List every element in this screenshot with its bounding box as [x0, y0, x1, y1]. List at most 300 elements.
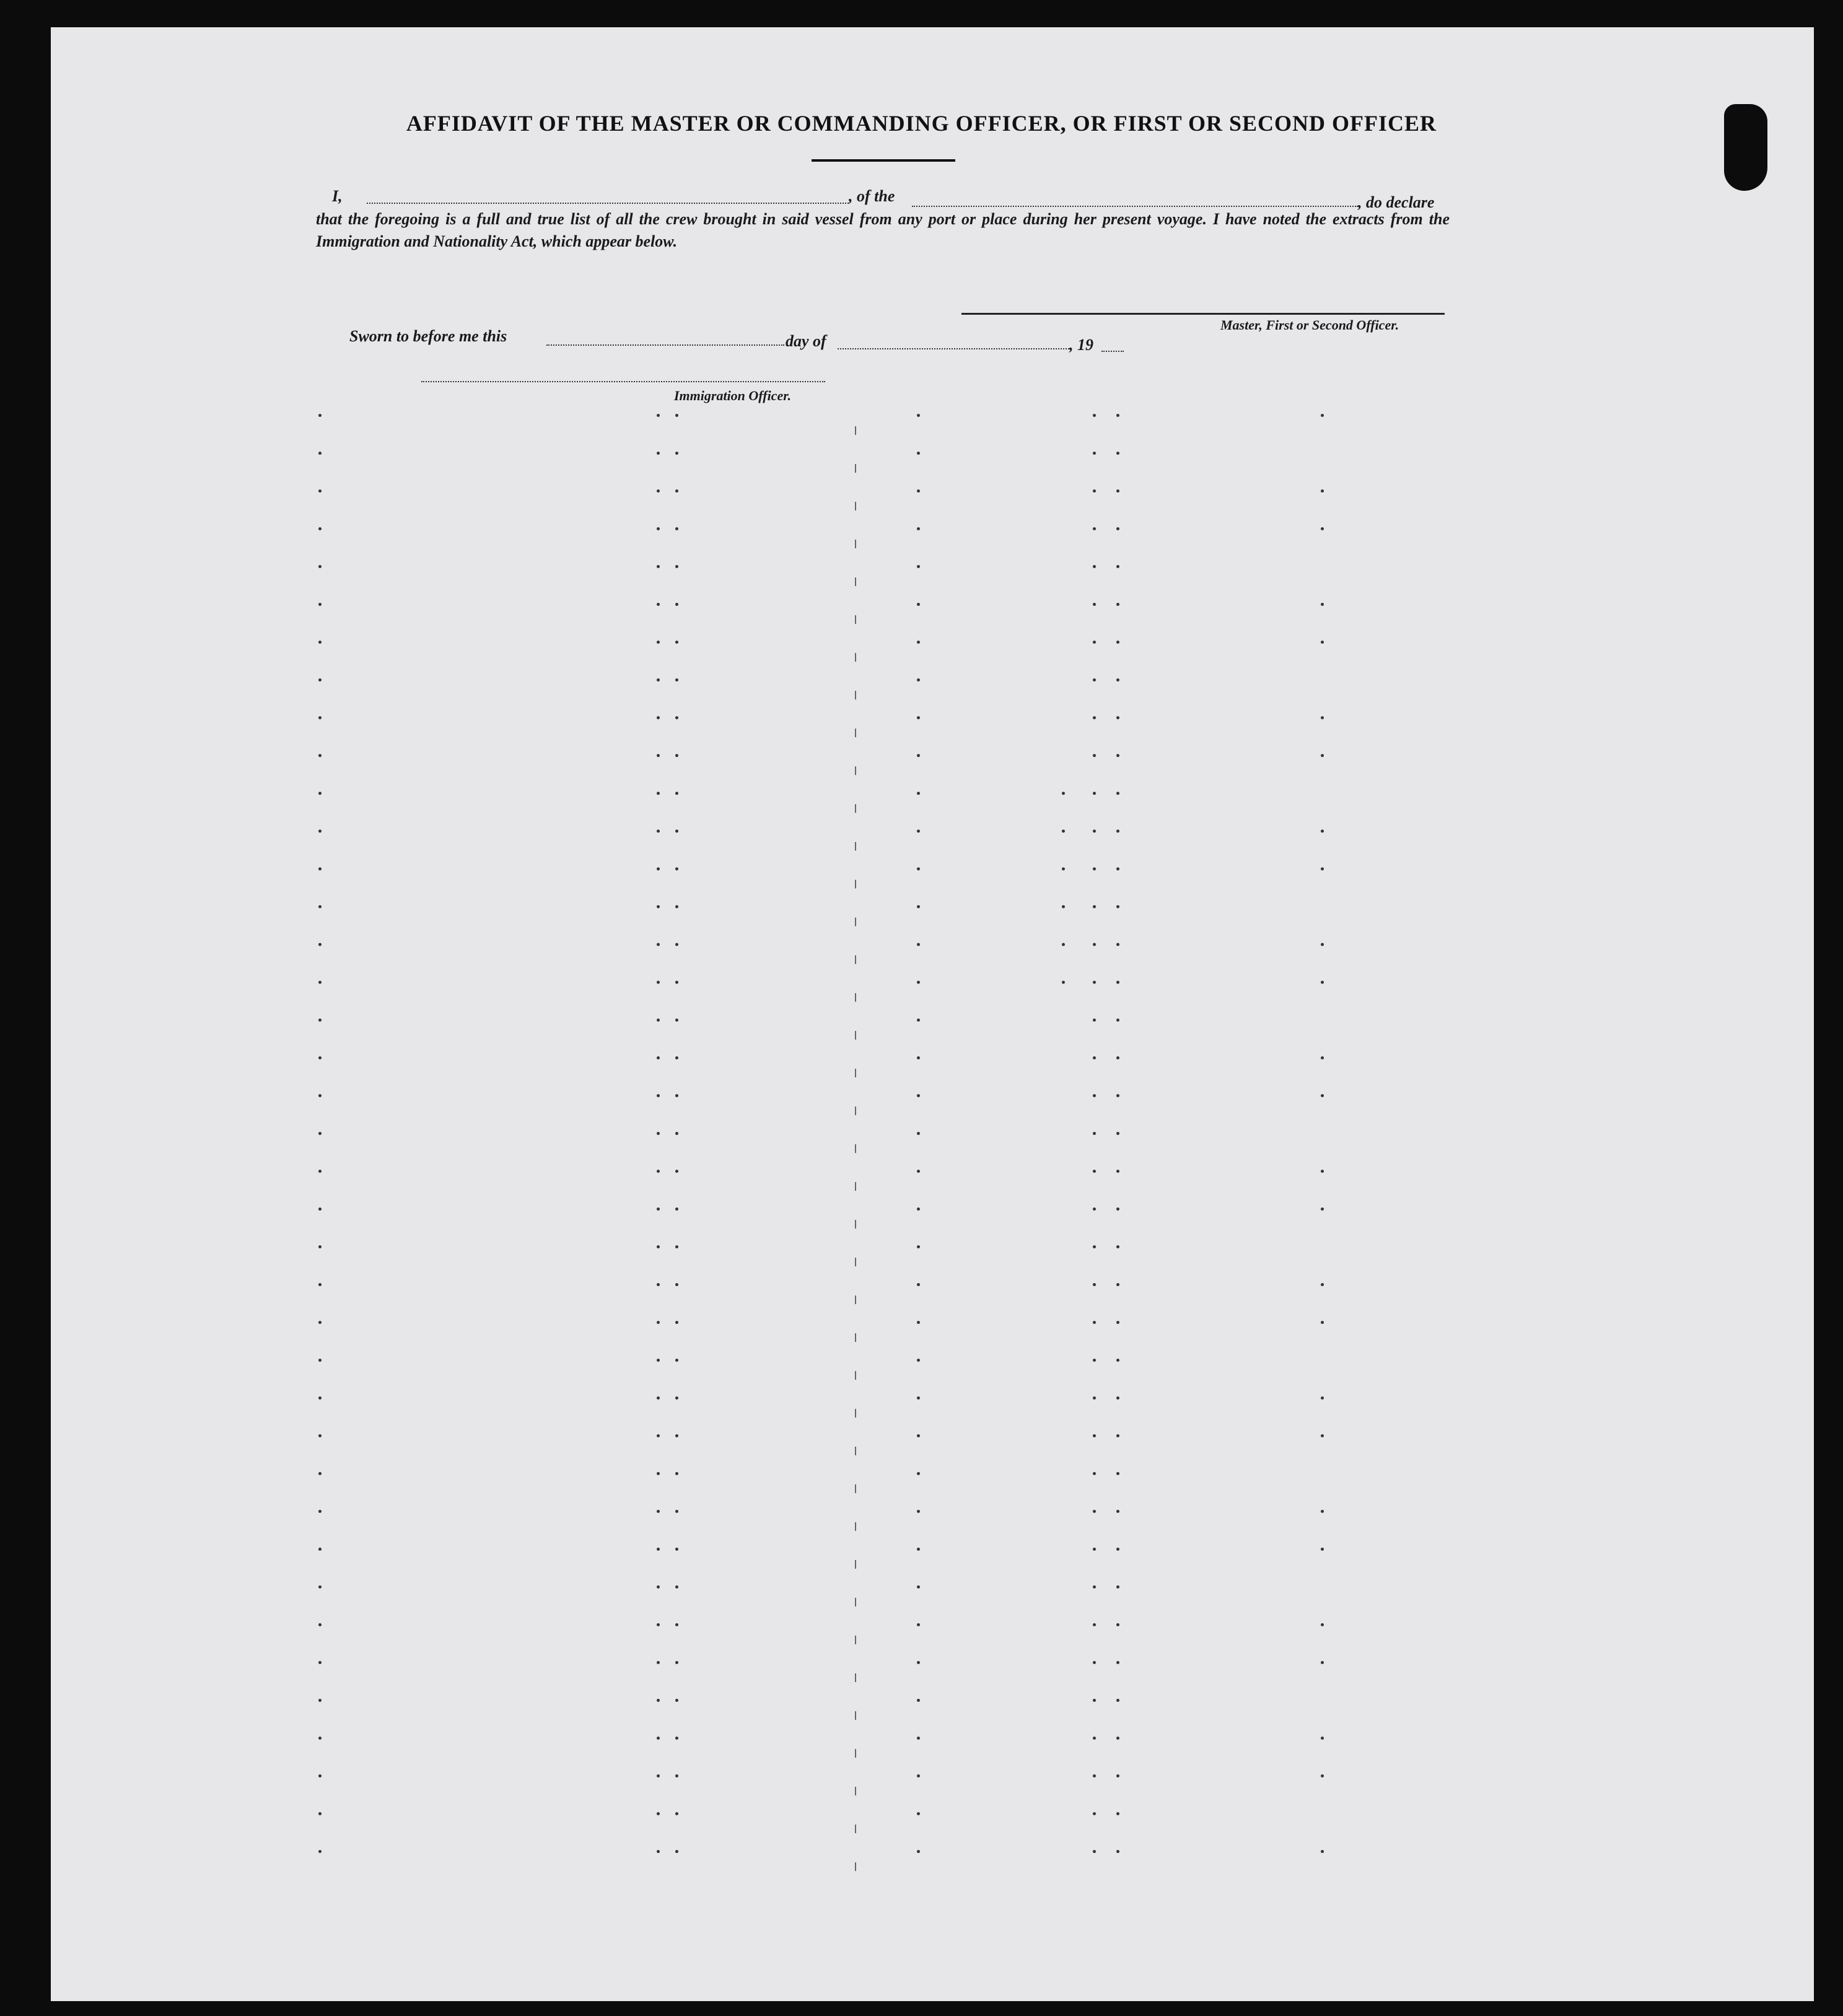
faint-dot: [1321, 1283, 1324, 1286]
faint-dot: [1116, 565, 1119, 568]
faint-dot: [917, 1132, 920, 1135]
faint-dot: [1093, 527, 1096, 530]
faint-dot: [318, 1019, 322, 1022]
year-prefix: , 19: [1069, 336, 1093, 354]
faint-dot: [675, 1396, 678, 1400]
faint-dot: [1093, 1472, 1096, 1475]
faint-dot: [1116, 489, 1119, 493]
faint-dot: [675, 1094, 678, 1097]
faint-dot: [657, 565, 660, 568]
faint-column-tick: [855, 1144, 856, 1153]
declaration-body: that the foregoing is a full and true list of all the crew brought in said vessel from any port or place during her present voyage. I have noted the extracts from the Immigration and Nationality Act, which appear below.: [316, 210, 1450, 250]
faint-dot: [657, 792, 660, 795]
faint-column-tick: [855, 615, 856, 624]
faint-dot: [1321, 1737, 1324, 1740]
faint-column-tick: [855, 426, 856, 435]
faint-column-tick: [855, 691, 856, 699]
faint-dot: [1093, 981, 1096, 984]
faint-dot: [1062, 867, 1065, 870]
faint-dot: [675, 678, 678, 681]
faint-dot: [917, 489, 920, 493]
faint-dot: [1321, 414, 1324, 417]
faint-dot: [657, 1585, 660, 1589]
faint-dot: [657, 1283, 660, 1286]
master-signature-label: Master, First or Second Officer.: [1220, 317, 1399, 333]
faint-dot: [318, 1283, 322, 1286]
faint-dot: [318, 678, 322, 681]
faint-dot: [1116, 603, 1119, 606]
faint-dot: [1116, 414, 1119, 417]
faint-column-tick: [855, 804, 856, 813]
faint-dot: [675, 754, 678, 757]
faint-column-tick: [855, 1409, 856, 1418]
faint-dot: [657, 1359, 660, 1362]
faint-dot: [675, 1434, 678, 1437]
faint-column-tick: [855, 1069, 856, 1077]
faint-dot: [917, 1699, 920, 1702]
faint-dot: [318, 1623, 322, 1626]
faint-dot: [1116, 1434, 1119, 1437]
faint-dot: [657, 1661, 660, 1664]
faint-dot: [917, 716, 920, 719]
faint-dot: [1093, 1623, 1096, 1626]
faint-dot: [1116, 1548, 1119, 1551]
faint-column-tick: [855, 918, 856, 926]
faint-dot: [318, 641, 322, 644]
faint-column-tick: [855, 1522, 856, 1531]
faint-dot: [318, 943, 322, 946]
faint-dot: [1062, 830, 1065, 833]
faint-dot: [318, 1585, 322, 1589]
faint-dot: [318, 527, 322, 530]
faint-dot: [1116, 905, 1119, 908]
faint-dot: [657, 1548, 660, 1551]
faint-dot: [657, 1623, 660, 1626]
faint-dot: [1116, 830, 1119, 833]
faint-dot: [917, 1812, 920, 1815]
of-the-text: , of the: [849, 187, 895, 205]
faint-dot: [1116, 678, 1119, 681]
faint-dot: [318, 792, 322, 795]
faint-dot: [1093, 1132, 1096, 1135]
faint-column-tick: [855, 1484, 856, 1493]
immigration-signature-line[interactable]: [421, 381, 825, 382]
faint-dot: [318, 981, 322, 984]
faint-dot: [657, 678, 660, 681]
faint-dot: [1116, 981, 1119, 984]
faint-dot: [675, 1170, 678, 1173]
faint-column-tick: [855, 464, 856, 473]
faint-dot: [917, 527, 920, 530]
faint-dot: [318, 1321, 322, 1324]
faint-dot: [657, 1132, 660, 1135]
faint-dot: [657, 1396, 660, 1400]
faint-dot: [917, 1396, 920, 1400]
declaration-prefix: I,: [332, 187, 343, 205]
faint-dot: [318, 565, 322, 568]
faint-dot: [657, 527, 660, 530]
faint-dot: [675, 1585, 678, 1589]
faint-column-tick: [855, 1333, 856, 1342]
faint-dot: [318, 1812, 322, 1815]
faint-dot: [1093, 1396, 1096, 1400]
sworn-month-field[interactable]: [838, 348, 1069, 349]
faint-dot: [1093, 943, 1096, 946]
faint-dot: [1116, 1056, 1119, 1059]
faint-column-tick: [855, 1220, 856, 1229]
faint-column-tick: [855, 1636, 856, 1644]
faint-dot: [917, 452, 920, 455]
vessel-name-field[interactable]: [912, 206, 1358, 207]
faint-dot: [675, 981, 678, 984]
faint-column-tick: [855, 842, 856, 851]
faint-dot: [318, 1132, 322, 1135]
faint-dot: [675, 414, 678, 417]
faint-column-tick: [855, 766, 856, 775]
faint-column-tick: [855, 955, 856, 964]
faint-dot: [1093, 1548, 1096, 1551]
faint-dot: [675, 603, 678, 606]
faint-dot: [1093, 1661, 1096, 1664]
faint-dot: [1093, 414, 1096, 417]
faint-column-tick: [855, 577, 856, 586]
faint-dot: [657, 1850, 660, 1853]
faint-dot: [675, 641, 678, 644]
faint-dot: [1093, 678, 1096, 681]
faint-dot: [1321, 641, 1324, 644]
faint-dot: [1093, 452, 1096, 455]
faint-dot: [318, 1699, 322, 1702]
faint-column-tick: [855, 1258, 856, 1266]
faint-dot: [1093, 565, 1096, 568]
faint-dot: [318, 1207, 322, 1211]
faint-dot: [1093, 1019, 1096, 1022]
faint-dot: [318, 1737, 322, 1740]
faint-dot: [657, 1472, 660, 1475]
faint-dot: [917, 792, 920, 795]
faint-dot: [1116, 792, 1119, 795]
faint-dot: [1321, 527, 1324, 530]
faint-dot: [1321, 1207, 1324, 1211]
faint-dot: [1116, 1207, 1119, 1211]
do-declare-text: , do declare: [1358, 193, 1435, 211]
faint-dot: [1062, 792, 1065, 795]
faint-dot: [917, 1623, 920, 1626]
faint-dot: [1321, 716, 1324, 719]
faint-column-tick: [855, 1031, 856, 1040]
faint-dot: [657, 1170, 660, 1173]
affidavit-title: AFFIDAVIT OF THE MASTER OR COMMANDING OFFICER, OR FIRST OR SECOND OFFICER: [406, 111, 1437, 136]
faint-dot: [1116, 641, 1119, 644]
faint-dot: [1116, 716, 1119, 719]
faint-dot: [1093, 1321, 1096, 1324]
faint-dot: [1093, 1812, 1096, 1815]
faint-dot: [1116, 452, 1119, 455]
faint-dot: [675, 716, 678, 719]
faint-dot: [675, 1737, 678, 1740]
faint-dot: [1321, 943, 1324, 946]
faint-dot: [1093, 1699, 1096, 1702]
form-sheet: [51, 27, 1814, 2001]
day-of-text: day of: [786, 332, 826, 350]
faint-dot: [318, 867, 322, 870]
faint-dot: [1116, 867, 1119, 870]
faint-column-tick: [855, 1560, 856, 1569]
faint-dot: [1116, 1623, 1119, 1626]
faint-dot: [318, 754, 322, 757]
faint-dot: [1093, 1245, 1096, 1248]
faint-dot: [917, 1510, 920, 1513]
faint-dot: [1321, 1056, 1324, 1059]
faint-dot: [1116, 1359, 1119, 1362]
faint-dot: [917, 981, 920, 984]
faint-dot: [318, 1170, 322, 1173]
faint-dot: [1321, 1510, 1324, 1513]
faint-dot: [657, 1774, 660, 1777]
faint-dot: [318, 452, 322, 455]
faint-dot: [657, 943, 660, 946]
faint-dot: [1116, 1850, 1119, 1853]
faint-dot: [917, 1207, 920, 1211]
faint-dot: [318, 1774, 322, 1777]
faint-dot: [657, 489, 660, 493]
faint-dot: [1093, 1207, 1096, 1211]
faint-dot: [657, 1321, 660, 1324]
faint-dot: [1116, 754, 1119, 757]
faint-dot: [675, 1510, 678, 1513]
faint-dot: [1093, 1283, 1096, 1286]
faint-dot: [1116, 1094, 1119, 1097]
faint-column-tick: [855, 540, 856, 548]
faint-column-tick: [855, 729, 856, 737]
faint-dot: [675, 1283, 678, 1286]
faint-dot: [917, 754, 920, 757]
faint-dot: [318, 1850, 322, 1853]
immigration-signature-label: Immigration Officer.: [674, 388, 792, 403]
faint-dot: [917, 943, 920, 946]
faint-dot: [318, 830, 322, 833]
faint-dot: [675, 1245, 678, 1248]
faint-column-tick: [855, 1447, 856, 1455]
faint-column-tick: [855, 1787, 856, 1795]
faint-dot: [675, 1056, 678, 1059]
faint-dot: [657, 1434, 660, 1437]
faint-dot: [917, 414, 920, 417]
faint-dot: [917, 1774, 920, 1777]
sworn-year-field[interactable]: [1101, 351, 1124, 352]
faint-dot: [318, 489, 322, 493]
faint-dot: [917, 1548, 920, 1551]
faint-dot: [657, 452, 660, 455]
faint-dot: [1093, 1585, 1096, 1589]
faint-dot: [917, 1472, 920, 1475]
faint-dot: [917, 867, 920, 870]
faint-column-tick: [855, 1107, 856, 1115]
sworn-prefix: Sworn to before me this: [349, 327, 507, 345]
faint-dot: [1116, 1585, 1119, 1589]
faint-dot: [1093, 1434, 1096, 1437]
faint-dot: [917, 1434, 920, 1437]
faint-dot: [1093, 1737, 1096, 1740]
faint-dot: [1093, 1359, 1096, 1362]
faint-dot: [657, 830, 660, 833]
faint-dot: [1321, 1661, 1324, 1664]
faint-dot: [318, 1661, 322, 1664]
faint-dot: [1321, 981, 1324, 984]
sworn-day-field[interactable]: [546, 344, 784, 346]
faint-dot: [318, 1510, 322, 1513]
faint-dot: [1116, 1812, 1119, 1815]
faint-dot: [675, 1623, 678, 1626]
faint-dot: [917, 1850, 920, 1853]
faint-dot: [917, 678, 920, 681]
faint-dot: [1321, 1850, 1324, 1853]
faint-dot: [1321, 1170, 1324, 1173]
faint-dot: [675, 1472, 678, 1475]
faint-dot: [917, 1661, 920, 1664]
faint-dot: [318, 1245, 322, 1248]
faint-dot: [917, 1056, 920, 1059]
faint-dot: [917, 1170, 920, 1173]
faint-dot: [657, 1207, 660, 1211]
faint-dot: [675, 1207, 678, 1211]
faint-dot: [657, 1019, 660, 1022]
faint-dot: [1093, 1170, 1096, 1173]
faint-dot: [917, 1283, 920, 1286]
faint-dot: [1116, 1661, 1119, 1664]
faint-dot: [657, 981, 660, 984]
faint-dot: [1116, 1699, 1119, 1702]
faint-dot: [1093, 792, 1096, 795]
faint-dot: [1116, 1245, 1119, 1248]
faint-dot: [1116, 1170, 1119, 1173]
master-signature-line[interactable]: [961, 313, 1445, 315]
master-name-field[interactable]: [367, 203, 849, 204]
faint-dot: [1116, 1510, 1119, 1513]
faint-dot: [657, 1812, 660, 1815]
faint-dot: [917, 1019, 920, 1022]
faint-dot: [675, 943, 678, 946]
title-underline: [812, 159, 955, 162]
faint-dot: [1093, 754, 1096, 757]
faint-dot: [1093, 905, 1096, 908]
faint-dot: [675, 1774, 678, 1777]
faint-dot: [318, 1094, 322, 1097]
faint-dot: [1321, 1774, 1324, 1777]
faint-column-tick: [855, 1862, 856, 1871]
faint-column-tick: [855, 1711, 856, 1720]
faint-dot: [917, 905, 920, 908]
faint-dot: [318, 1434, 322, 1437]
faint-dot: [1093, 641, 1096, 644]
faint-dot: [675, 1019, 678, 1022]
faint-dot: [917, 1094, 920, 1097]
faint-dot: [1093, 603, 1096, 606]
faint-dot: [1321, 489, 1324, 493]
faint-dot: [1116, 1737, 1119, 1740]
faint-dot: [1321, 867, 1324, 870]
faint-dot: [917, 603, 920, 606]
faint-dot: [675, 792, 678, 795]
faint-dot: [657, 905, 660, 908]
faint-dot: [675, 1850, 678, 1853]
faint-dot: [318, 1472, 322, 1475]
faint-column-tick: [855, 880, 856, 888]
faint-dot: [657, 1245, 660, 1248]
faint-dot: [1093, 1774, 1096, 1777]
faint-dot: [1116, 1019, 1119, 1022]
faint-column-tick: [855, 1371, 856, 1380]
faint-dot: [1062, 943, 1065, 946]
faint-dot: [1116, 1132, 1119, 1135]
faint-dot: [318, 1056, 322, 1059]
faint-dot: [1321, 1396, 1324, 1400]
faint-dot: [1321, 603, 1324, 606]
faint-dot: [657, 603, 660, 606]
faint-dot: [675, 1548, 678, 1551]
faint-dot: [1321, 830, 1324, 833]
faint-dot: [657, 641, 660, 644]
faint-dot: [1321, 1094, 1324, 1097]
faint-column-tick: [855, 993, 856, 1002]
faint-dot: [675, 565, 678, 568]
faint-column-tick: [855, 1749, 856, 1758]
faint-dot: [917, 1359, 920, 1362]
faint-dot: [1116, 527, 1119, 530]
faint-dot: [917, 1321, 920, 1324]
faint-dot: [675, 1132, 678, 1135]
faint-dot: [657, 1510, 660, 1513]
faint-dot: [675, 905, 678, 908]
faint-dot: [318, 603, 322, 606]
faint-dot: [1116, 1321, 1119, 1324]
faint-dot: [657, 1737, 660, 1740]
faint-dot: [1321, 1548, 1324, 1551]
faint-dot: [657, 754, 660, 757]
faint-dot: [917, 641, 920, 644]
faint-dot: [1116, 1774, 1119, 1777]
faint-dot: [1093, 1850, 1096, 1853]
faint-dot: [917, 565, 920, 568]
faint-dot: [675, 452, 678, 455]
faint-dot: [1093, 1094, 1096, 1097]
faint-dot: [675, 830, 678, 833]
faint-dot: [318, 905, 322, 908]
faint-dot: [1093, 830, 1096, 833]
faint-dot: [675, 1812, 678, 1815]
faint-dot: [657, 414, 660, 417]
faint-column-tick: [855, 502, 856, 511]
faint-dot: [675, 527, 678, 530]
faint-dot: [1116, 943, 1119, 946]
faint-dot: [1321, 754, 1324, 757]
faint-dot: [675, 1661, 678, 1664]
faint-dot: [1093, 867, 1096, 870]
faint-dot: [657, 716, 660, 719]
faint-dot: [675, 1359, 678, 1362]
faint-dot: [675, 489, 678, 493]
faint-dot: [1062, 905, 1065, 908]
faint-dot: [1062, 981, 1065, 984]
faint-dot: [1093, 716, 1096, 719]
faint-dot: [1093, 1510, 1096, 1513]
faint-dot: [318, 1548, 322, 1551]
faint-dot: [657, 1699, 660, 1702]
faint-dot: [1093, 1056, 1096, 1059]
faint-column-tick: [855, 1673, 856, 1682]
faint-dot: [1116, 1396, 1119, 1400]
faint-dot: [318, 1396, 322, 1400]
